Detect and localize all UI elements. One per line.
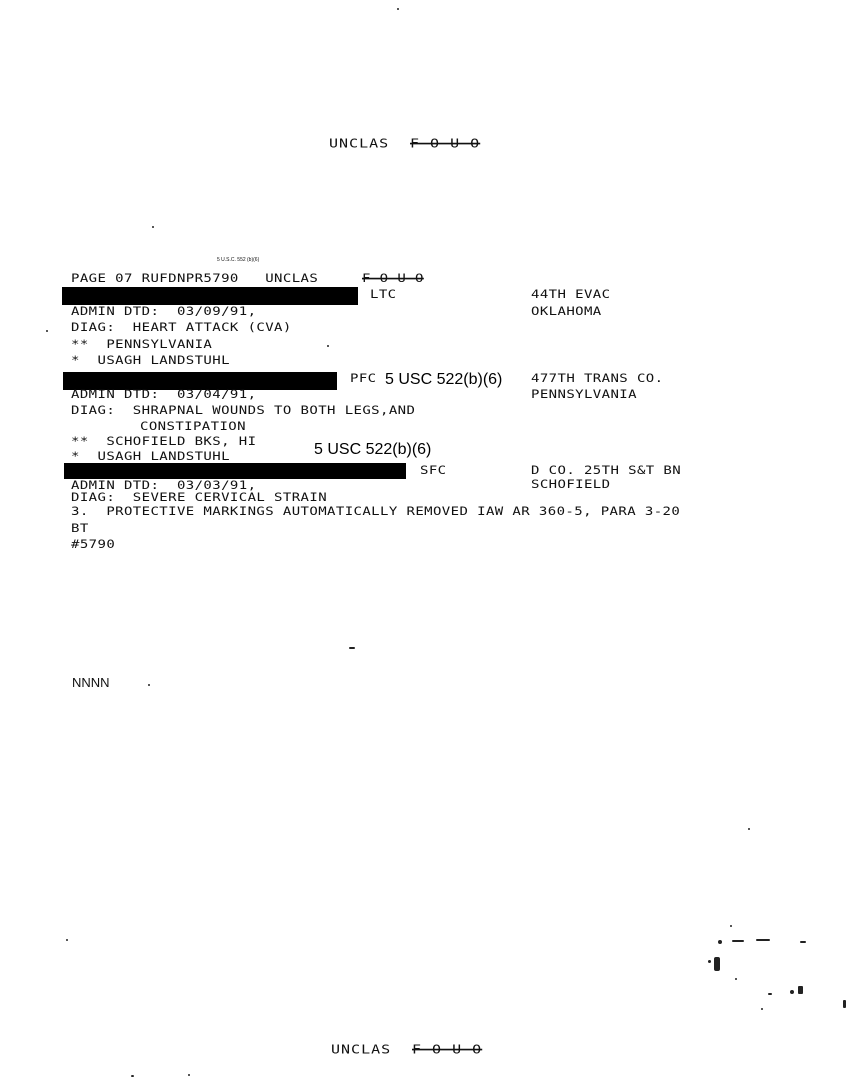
- header-fouo-marking: F O U O: [410, 136, 481, 151]
- scan-speck: [188, 1074, 190, 1076]
- page-line: PAGE 07 RUFDNPR5790 UNCLAS: [71, 272, 319, 286]
- redaction-bar: [64, 463, 406, 479]
- scan-speck: [730, 925, 732, 927]
- scan-speck: [349, 647, 355, 649]
- entry-2-diagnosis-continued: CONSTIPATION: [140, 420, 246, 434]
- entry-2-hospital: * USAGH LANDSTUHL: [71, 450, 230, 464]
- scan-speck: [732, 940, 744, 942]
- entry-2-unit: 477TH TRANS CO.: [531, 372, 664, 386]
- entry-3-diagnosis: DIAG: SEVERE CERVICAL STRAIN: [71, 491, 328, 505]
- entry-1-admin-date: ADMIN DTD: 03/09/91,: [71, 305, 257, 319]
- scan-speck: [735, 978, 737, 980]
- entry-2-state: PENNSYLVANIA: [531, 388, 637, 402]
- tiny-citation: 5 U.S.C. 552 (b)(6): [217, 257, 260, 263]
- entry-1-unit: 44TH EVAC: [531, 288, 611, 302]
- scan-speck: [148, 684, 150, 686]
- entry-1-rank: LTC: [370, 288, 397, 302]
- entry-3-admin-date: ADMIN DTD: 03/03/91,: [71, 479, 257, 493]
- scan-speck: [327, 345, 329, 347]
- entry-2-exemption-citation: 5 USC 522(b)(6): [385, 371, 503, 388]
- entry-3-exemption-citation: 5 USC 522(b)(6): [314, 441, 432, 458]
- scan-speck: [708, 960, 711, 963]
- scan-speck: [768, 993, 772, 995]
- entry-2-rank: PFC: [350, 372, 377, 386]
- entry-1-home: ** PENNSYLVANIA: [71, 338, 213, 352]
- header-classification: UNCLAS: [329, 136, 390, 151]
- scan-speck: [718, 940, 722, 944]
- scan-speck: [798, 986, 803, 994]
- entry-1-hospital: * USAGH LANDSTUHL: [71, 354, 230, 368]
- entry-1-state: OKLAHOMA: [531, 305, 602, 319]
- break-marker: BT: [71, 522, 89, 536]
- scan-speck: [748, 828, 750, 830]
- scan-speck: [714, 957, 720, 971]
- closing-paragraph: 3. PROTECTIVE MARKINGS AUTOMATICALLY REMOVED IAW AR 360-5, PARA 3-20: [71, 505, 681, 519]
- page-line-fouo-marking: F O U O: [362, 272, 424, 286]
- scan-speck: [800, 941, 806, 943]
- entry-2-admin-date: ADMIN DTD: 03/04/91,: [71, 388, 257, 402]
- entry-2-home: ** SCHOFIELD BKS, HI: [71, 435, 257, 449]
- entry-3-unit: D CO. 25TH S&T BN: [531, 464, 682, 478]
- entry-3-state: SCHOFIELD: [531, 478, 611, 492]
- scan-speck: [756, 939, 770, 941]
- scan-speck: [397, 8, 399, 10]
- scan-speck: [843, 1000, 846, 1008]
- entry-2-diagnosis: DIAG: SHRAPNAL WOUNDS TO BOTH LEGS,AND: [71, 404, 416, 418]
- end-of-message-marker: NNNN: [72, 675, 110, 690]
- redaction-bar: [62, 287, 358, 305]
- footer-classification: UNCLAS: [331, 1042, 392, 1057]
- footer-fouo-marking: F O U O: [412, 1042, 483, 1057]
- scan-speck: [152, 226, 154, 228]
- scan-speck: [66, 939, 68, 941]
- scan-speck: [790, 990, 794, 994]
- message-number: #5790: [71, 538, 116, 552]
- scan-speck: [131, 1075, 134, 1077]
- entry-3-rank: SFC: [420, 464, 447, 478]
- scan-speck: [761, 1008, 763, 1010]
- entry-1-diagnosis: DIAG: HEART ATTACK (CVA): [71, 321, 292, 335]
- scan-speck: [46, 330, 48, 332]
